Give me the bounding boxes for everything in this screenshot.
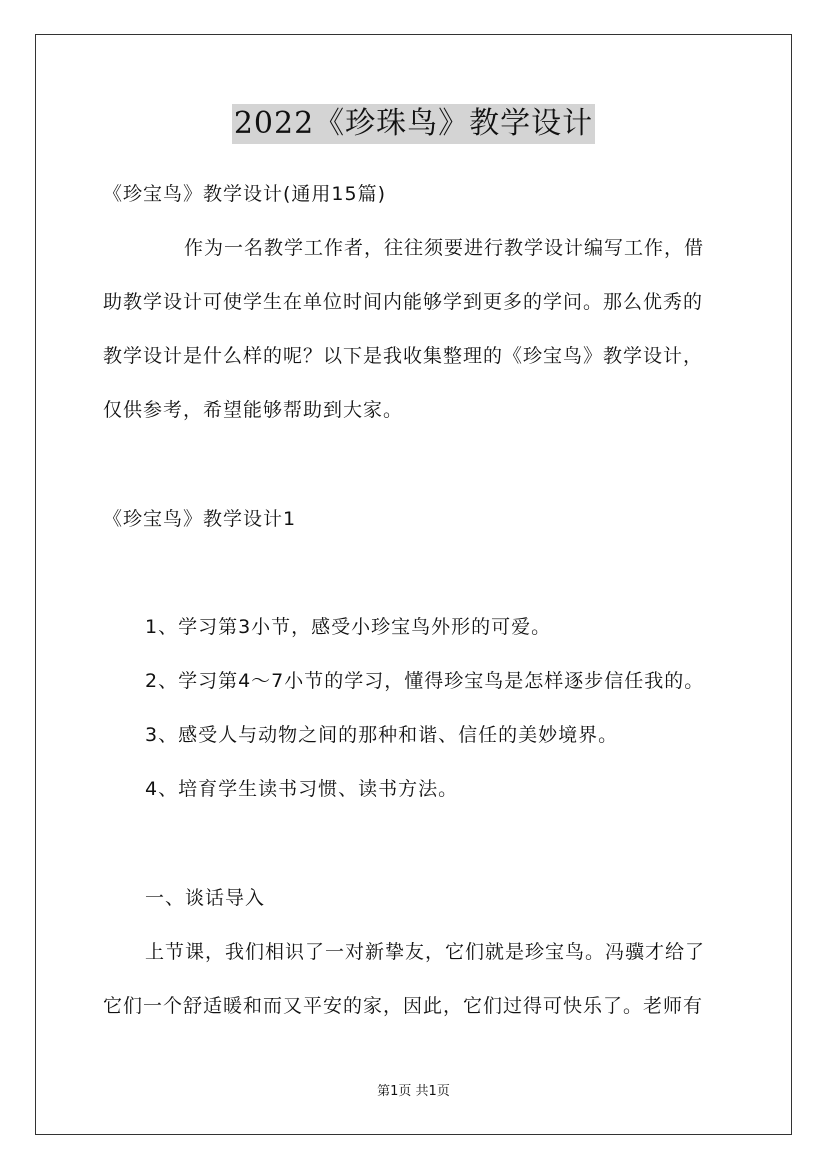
intro-line: 作为一名教学工作者，往往须要进行教学设计编写工作，借 bbox=[184, 237, 705, 259]
objective-item: 1、学习第3小节，感受小珍宝鸟外形的可爱。 bbox=[145, 616, 552, 638]
step-heading: 一、谈话导入 bbox=[145, 887, 266, 909]
page-footer: 第1页 共1页 bbox=[377, 1084, 450, 1099]
objective-item: 3、感受人与动物之间的那种和谐、信任的美妙境界。 bbox=[145, 724, 619, 746]
document-title-text: 2022《珍珠鸟》教学设计 bbox=[232, 104, 595, 144]
intro-line: 助教学设计可使学生在单位时间内能够学到更多的学问。那么优秀的 bbox=[103, 291, 704, 313]
objective-item: 4、培育学生读书习惯、读书方法。 bbox=[145, 778, 459, 800]
document-subtitle: 《珍宝鸟》教学设计(通用15篇) bbox=[103, 183, 387, 205]
objective-item: 2、学习第4～7小节的学习，懂得珍宝鸟是怎样逐步信任我的。 bbox=[145, 670, 705, 692]
section-heading: 《珍宝鸟》教学设计1 bbox=[103, 508, 297, 530]
intro-line: 教学设计是什么样的呢？以下是我收集整理的《珍宝鸟》教学设计， bbox=[103, 345, 704, 367]
body-line: 上节课，我们相识了一对新挚友，它们就是珍宝鸟。冯骥才给了 bbox=[145, 941, 706, 963]
intro-line: 仅供参考，希望能够帮助到大家。 bbox=[103, 399, 404, 421]
body-line: 它们一个舒适暖和而又平安的家，因此，它们过得可快乐了。老师有 bbox=[103, 995, 704, 1017]
document-title bbox=[0, 104, 827, 144]
